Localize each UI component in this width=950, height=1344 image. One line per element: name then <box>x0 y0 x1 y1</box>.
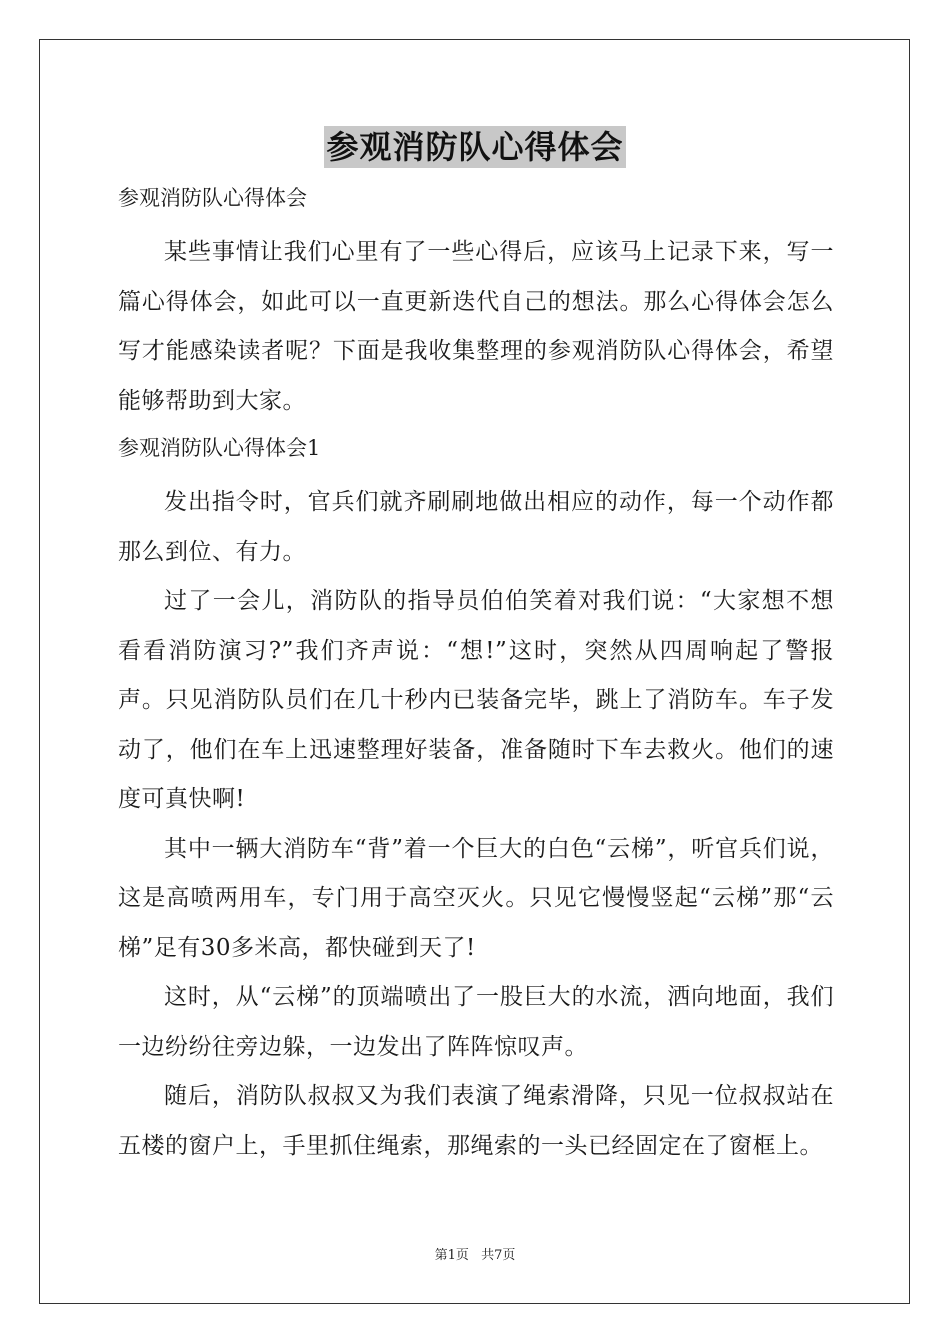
body-paragraph-4: 这时，从“云梯”的顶端喷出了一股巨大的水流，洒向地面，我们一边纷纷往旁边躲，一边发出了阵阵惊叹声。 <box>118 984 834 1060</box>
body-paragraph-1: 发出指令时，官兵们就齐刷刷地做出相应的动作，每一个动作都那么到位、有力。 <box>118 489 834 565</box>
page-total: 共7页 <box>481 1248 516 1263</box>
body-paragraph-2: 过了一会儿，消防队的指导员伯伯笑着对我们说：“大家想不想看看消防演习?”我们齐声说：“想!”这时，突然从四周响起了警报声。只见消防队员们在几十秒内已装备完毕，跳上了消防车。车子发动了，他们在车上迅速整理好装备，准备随时下车去救火。他们的速度可真快啊! <box>118 588 834 812</box>
page-footer <box>0 1247 950 1265</box>
section-heading: 参观消防队心得体会1 <box>118 436 321 460</box>
intro-paragraph: 某些事情让我们心里有了一些心得后，应该马上记录下来，写一篇心得体会，如此可以一直更新迭代自己的想法。那么心得体会怎么写才能感染读者呢？下面是我收集整理的参观消防队心得体会，希望能够帮助到大家。 <box>118 239 834 414</box>
document-subtitle: 参观消防队心得体会 <box>118 186 307 210</box>
body-paragraph-5: 随后，消防队叔叔又为我们表演了绳索滑降，只见一位叔叔站在五楼的窗户上，手里抓住绳索，那绳索的一头已经固定在了窗框上。 <box>118 1083 834 1159</box>
document-body <box>118 178 834 1171</box>
title-container <box>0 126 950 168</box>
document-title: 参观消防队心得体会 <box>326 128 624 166</box>
body-paragraph-3: 其中一辆大消防车“背”着一个巨大的白色“云梯”，听官兵们说，这是高喷两用车，专门用于高空灭火。只见它慢慢竖起“云梯”那“云梯”足有30多米高，都快碰到天了! <box>118 835 834 961</box>
page-number: 第1页 <box>434 1248 469 1263</box>
